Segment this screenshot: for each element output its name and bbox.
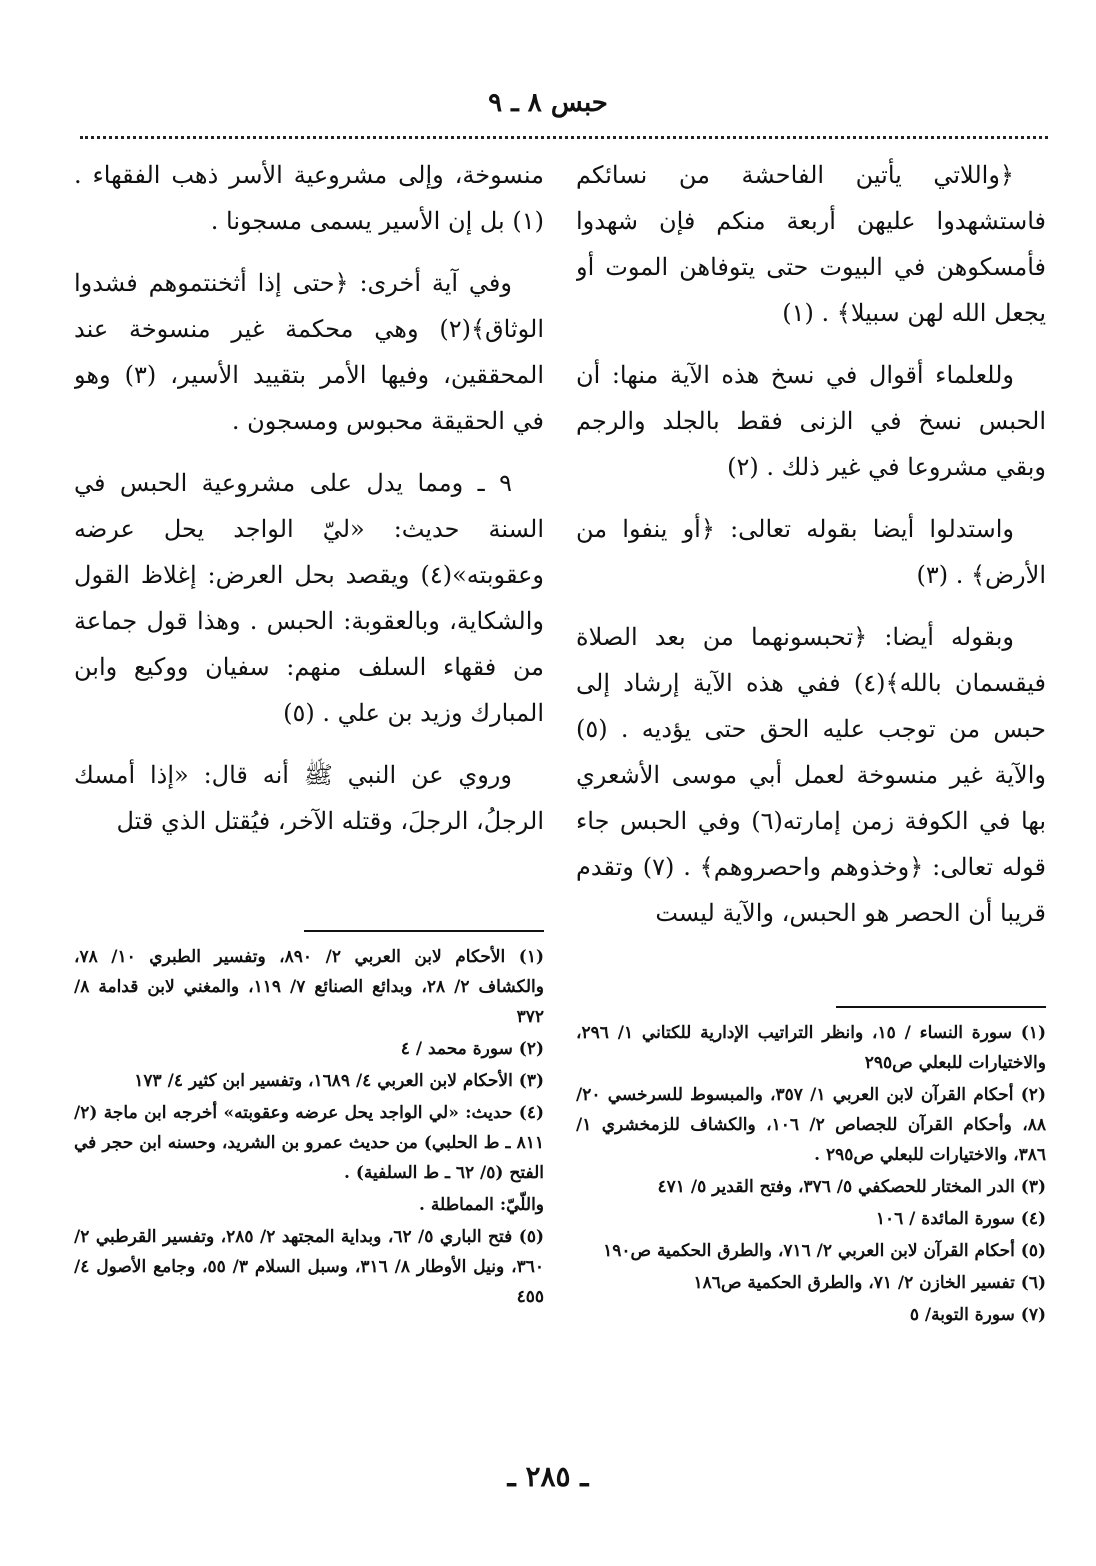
left-column-text — [74, 152, 544, 922]
left-column — [74, 152, 544, 1314]
paragraph: ٩ ـ ومما يدل على مشروعية الحبس في السنة حديث: «ليّ الواجد يحل عرضه وعقوبته»(٤) ويقصد بحل العرض: إغلاظ القول والشكاية، وبالعقوبة: الحبس . وهذا قول جماعة من فقهاء السلف منهم: سفيان ووكيع وابن المبارك وزيد بن علي . (٥) — [74, 469, 544, 727]
footnote: (٦) تفسير الخازن ٢/ ٧١، والطرق الحكمية ص١٨٦ — [693, 1273, 1046, 1293]
paragraph: ﴿واللاتي يأتين الفاحشة من نسائكم فاستشهدوا عليهن أربعة منكم فإن شهدوا فأمسكوهن في البيوت حتى يتوفاهن الموت أو يجعل الله لهن سبيلا﴾ . (١) — [576, 161, 1046, 327]
paragraph: وروي عن النبي ﷺ أنه قال: «إذا أمسك الرجلُ، الرجلَ، وقتله الآخر، فيُقتل الذي قتل — [74, 761, 544, 835]
footnote: (٢) أحكام القرآن لابن العربي ١/ ٣٥٧، والمبسوط للسرخسي ٢٠/ ٨٨، وأحكام القرآن للجصاص ٢/ ١٠٦، والكشاف للزمخشري ١/ ٣٨٦، والاختيارات للبعلي ص٢٩٥ . — [576, 1085, 1046, 1165]
footnote-separator — [304, 930, 544, 932]
right-column-text — [576, 152, 1046, 998]
running-header: حبس ٨ ـ ٩ — [488, 88, 608, 118]
left-footnotes — [74, 942, 544, 1312]
footnote: (٣) الدر المختار للحصكفي ٥/ ٣٧٦، وفتح القدير ٥/ ٤٧١ — [657, 1177, 1046, 1197]
right-column — [576, 152, 1046, 1332]
paragraph: وللعلماء أقوال في نسخ هذه الآية منها: أن الحبس نسخ في الزنى فقط بالجلد والرجم وبقي مشروعا في غير ذلك . (٢) — [576, 361, 1046, 481]
footnote: واللّيّ: المماطلة . — [419, 1195, 544, 1215]
footnote: (١) الأحكام لابن العربي ٢/ ٨٩٠، وتفسير الطبري ١٠/ ٧٨، والكشاف ٢/ ٢٨، وبدائع الصنائع ٧/ ١١٩، والمغني لابن قدامة ٨/ ٣٧٢ — [74, 947, 544, 1027]
footnote: (٢) سورة محمد / ٤ — [400, 1039, 544, 1059]
footnote: (٧) سورة التوبة/ ٥ — [909, 1305, 1046, 1325]
paragraph: واستدلوا أيضا بقوله تعالى: ﴿أو ينفوا من الأرض﴾ . (٣) — [576, 515, 1046, 589]
footnote: (٤) حديث: «لي الواجد يحل عرضه وعقوبته» أخرجه ابن ماجة (٢/ ٨١١ ـ ط الحلبي) من حديث عمرو بن الشريد، وحسنه ابن حجر في الفتح (٥/ ٦٢ ـ ط السلفية) . — [74, 1103, 544, 1183]
footnote: (١) سورة النساء / ١٥، وانظر التراتيب الإدارية للكتاني ١/ ٢٩٦، والاختيارات للبعلي ص٢٩٥ — [576, 1023, 1046, 1073]
footnote-separator — [836, 1006, 1046, 1008]
paragraph: وفي آية أخرى: ﴿حتى إذا أثخنتموهم فشدوا الوثاق﴾(٢) وهي محكمة غير منسوخة عند المحققين، وفيها الأمر بتقييد الأسير، (٣) وهو في الحقيقة محبوس ومسجون . — [74, 269, 544, 435]
footnote: (٥) أحكام القرآن لابن العربي ٢/ ٧١٦، والطرق الحكمية ص١٩٠ — [603, 1241, 1046, 1261]
footnote: (٣) الأحكام لابن العربي ٤/ ١٦٨٩، وتفسير ابن كثير ٤/ ١٧٣ — [134, 1071, 544, 1091]
footnote: (٤) سورة المائدة / ١٠٦ — [875, 1209, 1046, 1229]
right-footnotes — [576, 1018, 1046, 1330]
paragraph: منسوخة، وإلى مشروعية الأسر ذهب الفقهاء . (١) بل إن الأسير يسمى مسجونا . — [74, 161, 544, 235]
header-divider — [80, 136, 1048, 139]
page-number: ـ ٢٨٥ ـ — [507, 1460, 589, 1493]
paragraph: وبقوله أيضا: ﴿تحبسونهما من بعد الصلاة فيقسمان بالله﴾(٤) ففي هذه الآية إرشاد إلى حبس من توجب عليه الحق حتى يؤديه . (٥) والآية غير منسوخة لعمل أبي موسى الأشعري بها في الكوفة زمن إمارته(٦) وفي الحبس جاء قوله تعالى: ﴿وخذوهم واحصروهم﴾ . (٧) وتقدم قريبا أن الحصر هو الحبس، والآية ليست — [576, 623, 1046, 927]
footnote: (٥) فتح الباري ٥/ ٦٢، وبداية المجتهد ٢/ ٢٨٥، وتفسير القرطبي ٢/ ٣٦٠، ونيل الأوطار ٨/ ٣١٦، وسبل السلام ٣/ ٥٥، وجامع الأصول ٤/ ٤٥٥ — [74, 1227, 544, 1307]
